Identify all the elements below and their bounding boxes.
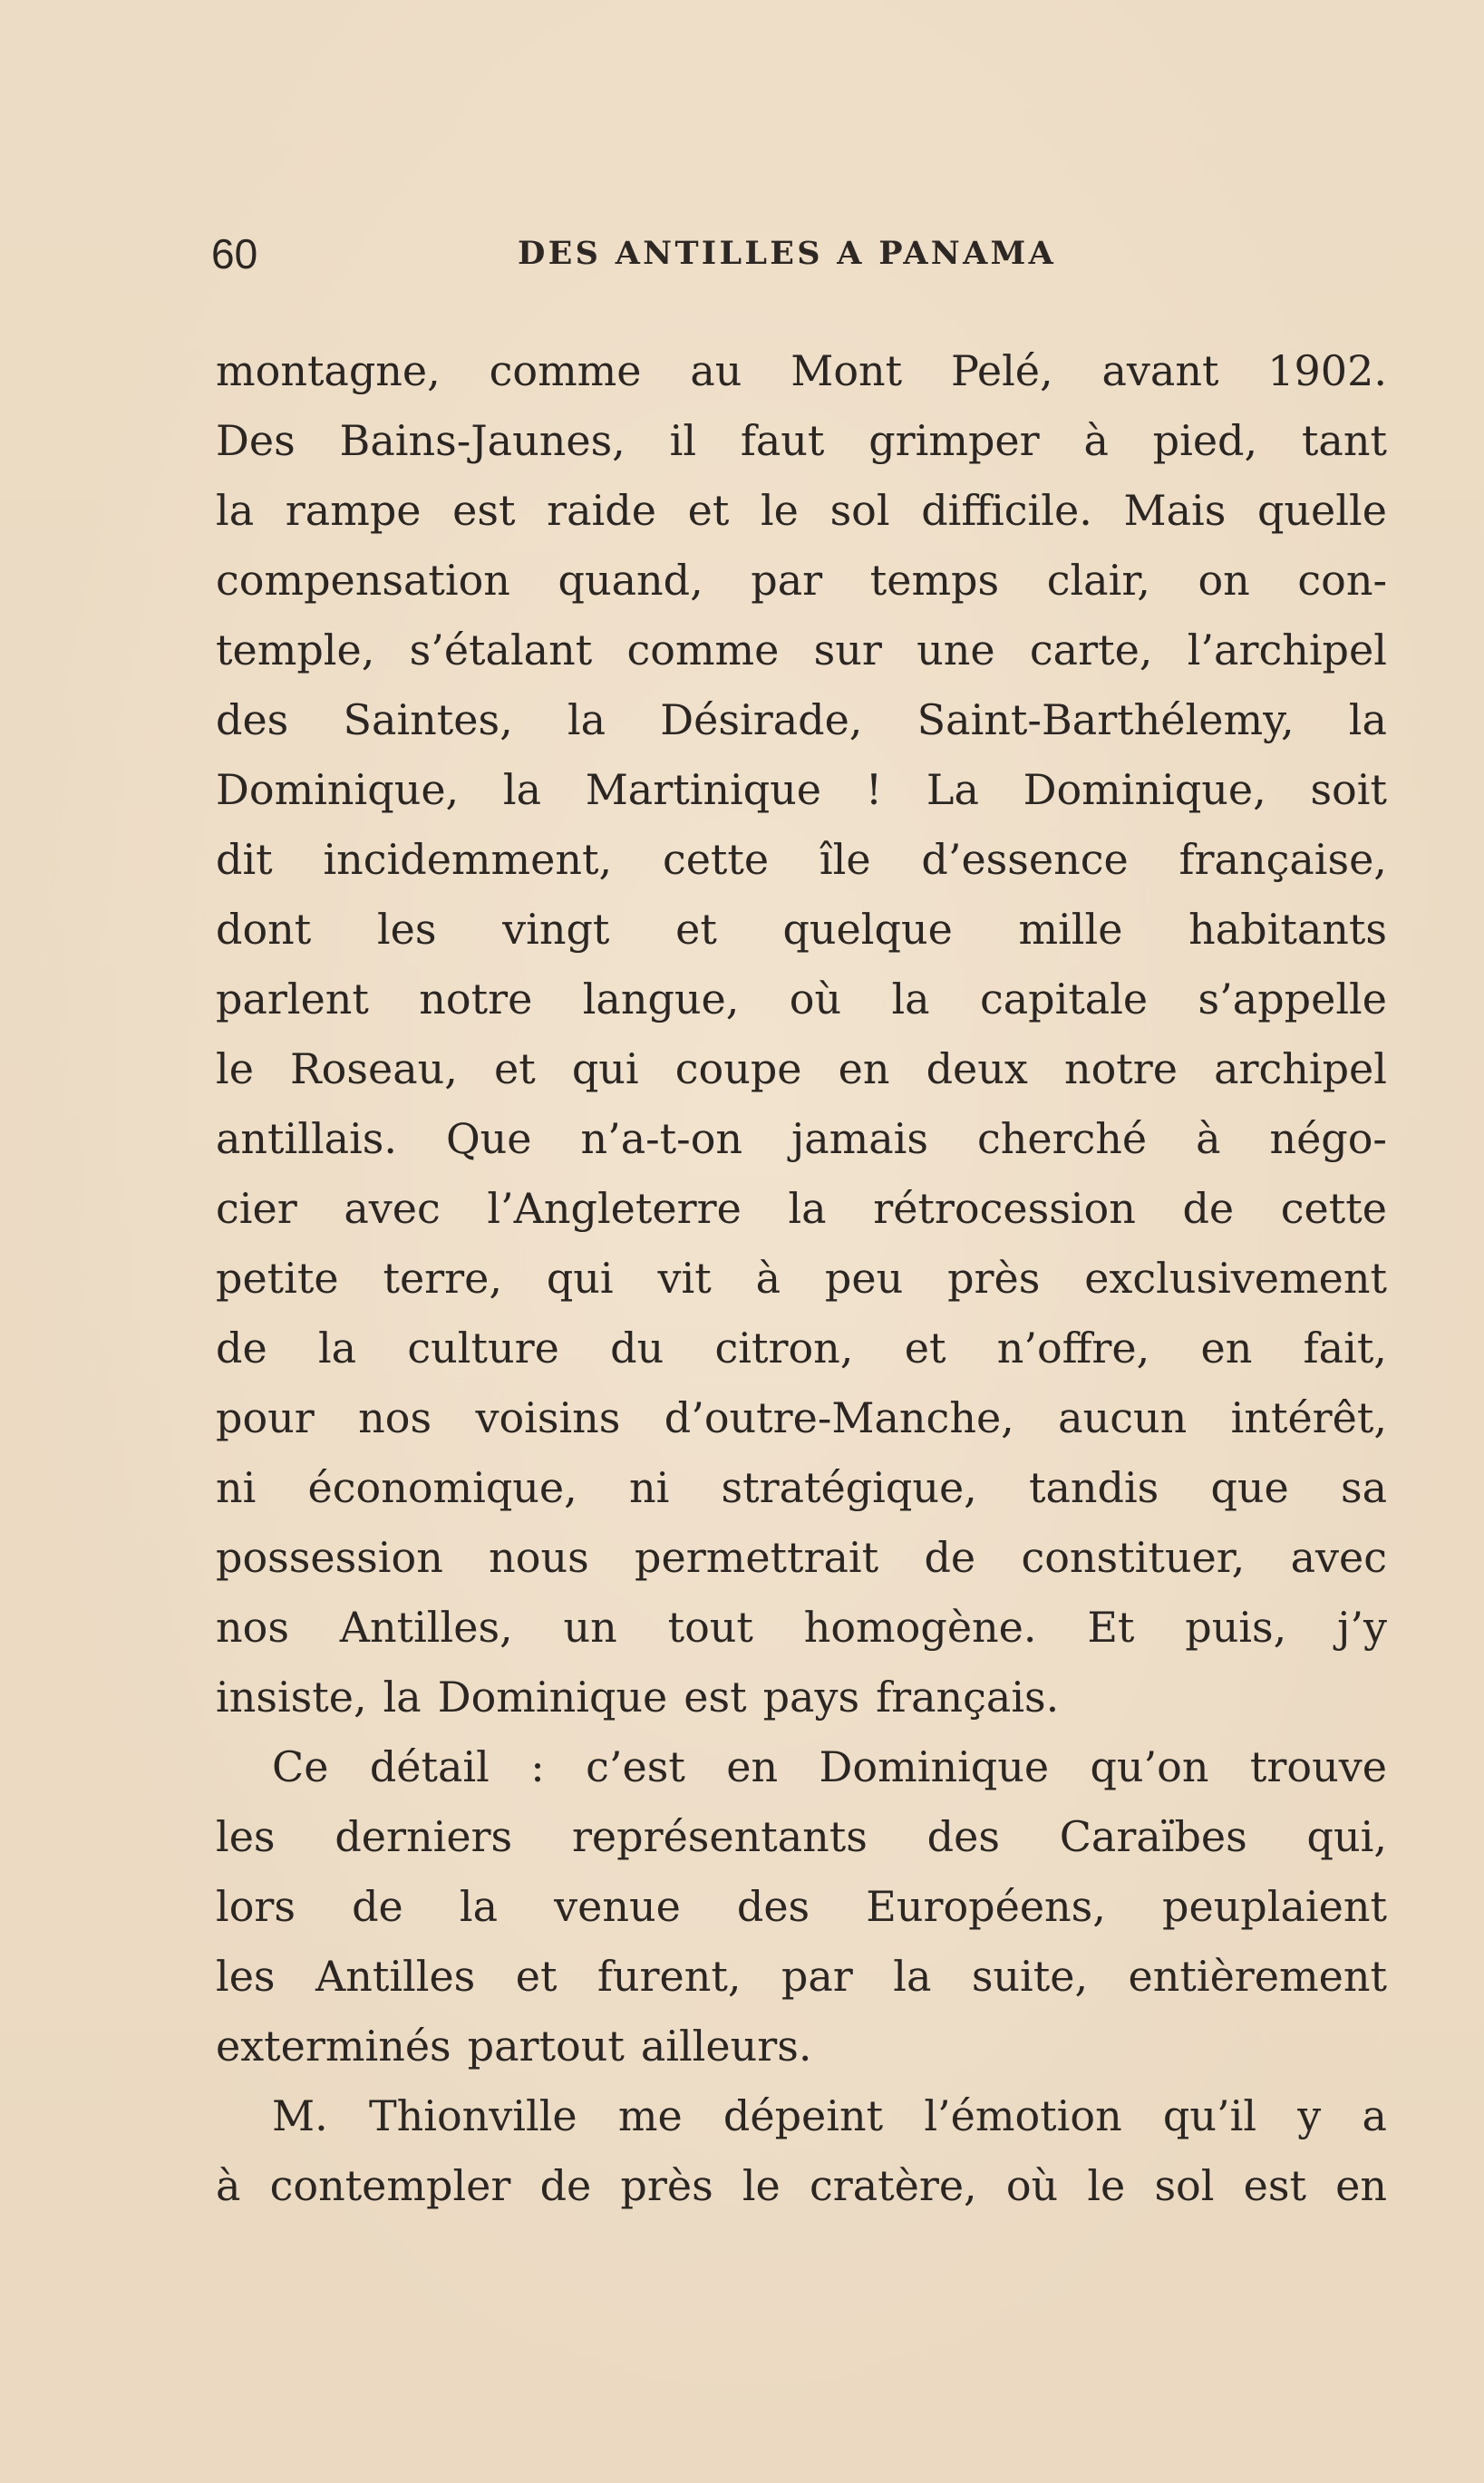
word: a xyxy=(1362,2091,1387,2140)
word: trouve xyxy=(1249,1742,1387,1791)
word: carte, xyxy=(1029,626,1153,674)
word: les xyxy=(216,1952,276,2001)
text-line xyxy=(216,1034,1387,1104)
word: cette xyxy=(1280,1184,1387,1233)
word: incidemment, xyxy=(323,835,613,884)
word: Antilles xyxy=(315,1952,476,2001)
word: quelle xyxy=(1256,486,1387,535)
word: la xyxy=(891,975,930,1023)
word: l’archipel xyxy=(1187,626,1387,674)
word: à xyxy=(755,1254,781,1303)
page-number: 60 xyxy=(211,230,258,277)
word: mille xyxy=(1018,905,1123,954)
word: Dominique, xyxy=(1023,765,1266,814)
word: peu xyxy=(824,1254,904,1303)
word: entièrement xyxy=(1128,1952,1387,2001)
word: ailleurs. xyxy=(640,2022,812,2071)
word: derniers xyxy=(335,1812,513,1861)
text-line xyxy=(216,1802,1387,1872)
word: est xyxy=(684,1673,747,1722)
word: par xyxy=(781,1952,853,2001)
word: jamais xyxy=(790,1114,929,1163)
page-header xyxy=(211,222,1390,286)
word: s’appelle xyxy=(1198,975,1387,1023)
word: économique, xyxy=(307,1463,577,1512)
word: lors xyxy=(216,1882,296,1931)
text-line xyxy=(216,1732,1387,1802)
word: permettrait xyxy=(635,1533,879,1582)
word: la xyxy=(1348,695,1387,744)
text-line xyxy=(216,1174,1387,1244)
word: la xyxy=(216,486,255,535)
word: avant xyxy=(1101,346,1219,395)
word: insiste, xyxy=(216,1673,367,1722)
word: exclusivement xyxy=(1084,1254,1387,1303)
word: parlent xyxy=(216,975,369,1023)
word: de xyxy=(1182,1184,1235,1233)
word: c’est xyxy=(586,1742,685,1791)
word: suite, xyxy=(971,1952,1089,2001)
word: Caraïbes xyxy=(1059,1812,1247,1861)
word: aucun xyxy=(1058,1393,1188,1442)
text-line xyxy=(216,685,1387,755)
word: Que xyxy=(445,1114,532,1163)
word: constituer, xyxy=(1021,1533,1246,1582)
word: du xyxy=(610,1324,664,1372)
word: à xyxy=(216,2161,241,2210)
word: nos xyxy=(216,1603,289,1652)
word: la xyxy=(788,1184,827,1233)
word: fait, xyxy=(1303,1324,1387,1372)
text-line xyxy=(216,406,1387,476)
text-line xyxy=(216,1453,1387,1523)
word: nous xyxy=(489,1533,589,1582)
word: La xyxy=(926,765,979,814)
word: 1902. xyxy=(1267,346,1387,395)
word: vit xyxy=(657,1254,712,1303)
text-line xyxy=(216,1383,1387,1453)
word: la xyxy=(459,1882,499,1931)
word: stratégique, xyxy=(721,1463,977,1512)
word: les xyxy=(216,1812,276,1861)
word: exterminés xyxy=(216,2022,451,2071)
word: représentants xyxy=(571,1812,868,1861)
word: citron, xyxy=(714,1324,854,1372)
word: possession xyxy=(216,1533,443,1582)
word: d’outre-Manche, xyxy=(664,1393,1014,1442)
word: con- xyxy=(1297,556,1387,605)
word: des xyxy=(736,1882,810,1931)
word: et xyxy=(687,486,730,535)
word: en xyxy=(838,1044,890,1093)
word: Et xyxy=(1087,1603,1135,1652)
word: me xyxy=(617,2091,683,2140)
word: faut xyxy=(740,416,825,465)
text-line xyxy=(216,2012,1387,2081)
word: culture xyxy=(407,1324,559,1372)
body-text xyxy=(216,336,1387,2221)
text-line xyxy=(216,1314,1387,1383)
word: près xyxy=(947,1254,1041,1303)
word: s’étalant xyxy=(409,626,593,674)
word: dépeint xyxy=(723,2091,884,2140)
word: notre xyxy=(419,975,533,1023)
text-line xyxy=(216,336,1387,406)
word: contempler xyxy=(269,2161,511,2210)
word: n’offre, xyxy=(996,1324,1150,1372)
word: près xyxy=(620,2161,713,2210)
text-line xyxy=(216,616,1387,685)
word: le xyxy=(216,1044,254,1093)
word: les xyxy=(376,905,437,954)
word: raide xyxy=(547,486,656,535)
word: de xyxy=(352,1882,403,1931)
word: et xyxy=(494,1044,536,1093)
word: à xyxy=(1083,416,1109,465)
word: en xyxy=(1200,1324,1253,1372)
word: cratère, xyxy=(809,2161,977,2210)
word: cherché xyxy=(976,1114,1148,1163)
word: coupe xyxy=(674,1044,802,1093)
word: l’Angleterre xyxy=(487,1184,742,1233)
word: le xyxy=(760,486,799,535)
word: est xyxy=(1243,2161,1306,2210)
word: tandis xyxy=(1028,1463,1159,1512)
word: : xyxy=(530,1742,545,1791)
word: peuplaient xyxy=(1162,1882,1387,1931)
word: la xyxy=(317,1324,357,1372)
word: des xyxy=(926,1812,1000,1861)
word: ni xyxy=(216,1463,257,1512)
word: Antilles, xyxy=(339,1603,513,1652)
word: Mais xyxy=(1123,486,1227,535)
word: comme xyxy=(626,626,780,674)
word: Ce xyxy=(272,1742,329,1791)
word: et xyxy=(904,1324,946,1372)
word: d’essence xyxy=(921,835,1129,884)
word: pays xyxy=(762,1673,860,1722)
word: où xyxy=(789,975,842,1023)
word: dont xyxy=(216,905,312,954)
word: partout xyxy=(467,2022,625,2071)
word: grimper xyxy=(868,416,1040,465)
word: par xyxy=(751,556,823,605)
word: tout xyxy=(667,1603,753,1652)
text-line xyxy=(216,1593,1387,1663)
word: notre xyxy=(1063,1044,1178,1093)
word: y xyxy=(1297,2091,1322,2140)
text-line xyxy=(216,476,1387,546)
word: Européens, xyxy=(866,1882,1106,1931)
word: Pelé, xyxy=(950,346,1053,395)
word: temple, xyxy=(216,626,375,674)
text-line xyxy=(216,1663,1387,1732)
word: il xyxy=(669,416,697,465)
text-line xyxy=(216,1104,1387,1174)
running-title: DES ANTILLES A PANAMA xyxy=(518,235,1057,272)
word: une xyxy=(917,626,995,674)
word: la xyxy=(893,1952,932,2001)
word: Saint-Barthélemy, xyxy=(917,695,1295,744)
word: française, xyxy=(1178,835,1387,884)
word: de xyxy=(924,1533,976,1582)
word: en xyxy=(726,1742,779,1791)
text-line xyxy=(216,1523,1387,1593)
word: cier xyxy=(216,1184,297,1233)
word: ! xyxy=(865,765,883,814)
text-line xyxy=(216,895,1387,965)
text-line xyxy=(216,2081,1387,2151)
word: sur xyxy=(813,626,882,674)
word: tant xyxy=(1301,416,1387,465)
text-line xyxy=(216,546,1387,616)
word: négo- xyxy=(1269,1114,1387,1163)
word: voisins xyxy=(475,1393,621,1442)
word: la xyxy=(502,765,541,814)
word: pied, xyxy=(1152,416,1258,465)
word: rétrocession xyxy=(873,1184,1136,1233)
word: le xyxy=(742,2161,781,2210)
word: le xyxy=(1087,2161,1126,2210)
word: qui xyxy=(571,1044,639,1093)
word: où xyxy=(1005,2161,1059,2210)
word: la xyxy=(383,1673,422,1722)
word: Mont xyxy=(790,346,903,395)
word: difficile. xyxy=(921,486,1092,535)
word: Dominique xyxy=(437,1673,668,1722)
word: avec xyxy=(1290,1533,1387,1582)
word: et xyxy=(675,905,717,954)
word: cette xyxy=(662,835,770,884)
word: l’émotion xyxy=(924,2091,1122,2140)
word: capitale xyxy=(979,975,1149,1023)
word: de xyxy=(216,1324,267,1372)
word: qu’il xyxy=(1162,2091,1257,2140)
word: que xyxy=(1210,1463,1289,1512)
word: antillais. xyxy=(216,1114,398,1163)
word: quelque xyxy=(782,905,953,954)
word: au xyxy=(690,346,742,395)
text-line xyxy=(216,1942,1387,2012)
word: nos xyxy=(358,1393,432,1442)
word: Dominique, xyxy=(216,765,460,814)
word: détail xyxy=(369,1742,490,1791)
word: clair, xyxy=(1046,556,1150,605)
word: en xyxy=(1335,2161,1387,2210)
word: rampe xyxy=(285,486,422,535)
word: des xyxy=(216,695,289,744)
word: qu’on xyxy=(1090,1742,1209,1791)
word: Bains-Jaunes, xyxy=(339,416,626,465)
word: Thionville xyxy=(368,2091,577,2140)
word: la xyxy=(567,695,606,744)
word: qui xyxy=(546,1254,614,1303)
word: est xyxy=(452,486,516,535)
word: Martinique xyxy=(585,765,822,814)
word: sol xyxy=(1154,2161,1215,2210)
word: Dominique xyxy=(819,1742,1050,1791)
word: M. xyxy=(272,2091,328,2140)
word: homogène. xyxy=(803,1603,1037,1652)
word: et xyxy=(515,1952,558,2001)
word: Saintes, xyxy=(343,695,513,744)
text-line xyxy=(216,1872,1387,1942)
word: pour xyxy=(216,1393,315,1442)
word: puis, xyxy=(1185,1603,1287,1652)
text-line xyxy=(216,825,1387,895)
word: comme xyxy=(489,346,642,395)
word: un xyxy=(563,1603,617,1652)
word: langue, xyxy=(582,975,740,1023)
word: habitants xyxy=(1188,905,1387,954)
text-line xyxy=(216,965,1387,1034)
word: Roseau, xyxy=(290,1044,458,1093)
text-line xyxy=(216,1244,1387,1314)
word: deux xyxy=(926,1044,1028,1093)
word: archipel xyxy=(1214,1044,1387,1093)
word: on xyxy=(1198,556,1250,605)
word: n’a-t-on xyxy=(580,1114,743,1163)
word: furent, xyxy=(597,1952,742,2001)
word: Des xyxy=(216,416,296,465)
word: temps xyxy=(869,556,1000,605)
word: montagne, xyxy=(216,346,441,395)
word: intérêt, xyxy=(1230,1393,1387,1442)
word: terre, xyxy=(383,1254,502,1303)
word: français. xyxy=(876,1673,1060,1722)
word: sol xyxy=(829,486,890,535)
text-line xyxy=(216,2151,1387,2221)
word: île xyxy=(819,835,871,884)
word: qui, xyxy=(1306,1812,1387,1861)
word: quand, xyxy=(558,556,703,605)
word: sa xyxy=(1340,1463,1387,1512)
word: compensation xyxy=(216,556,510,605)
word: dit xyxy=(216,835,273,884)
text-line xyxy=(216,755,1387,825)
word: soit xyxy=(1310,765,1387,814)
word: à xyxy=(1196,1114,1221,1163)
word: venue xyxy=(554,1882,681,1931)
word: j’y xyxy=(1337,1603,1387,1652)
word: ni xyxy=(628,1463,670,1512)
word: vingt xyxy=(502,905,610,954)
word: avec xyxy=(344,1184,441,1233)
word: petite xyxy=(216,1254,339,1303)
word: de xyxy=(539,2161,592,2210)
word: Désirade, xyxy=(660,695,863,744)
